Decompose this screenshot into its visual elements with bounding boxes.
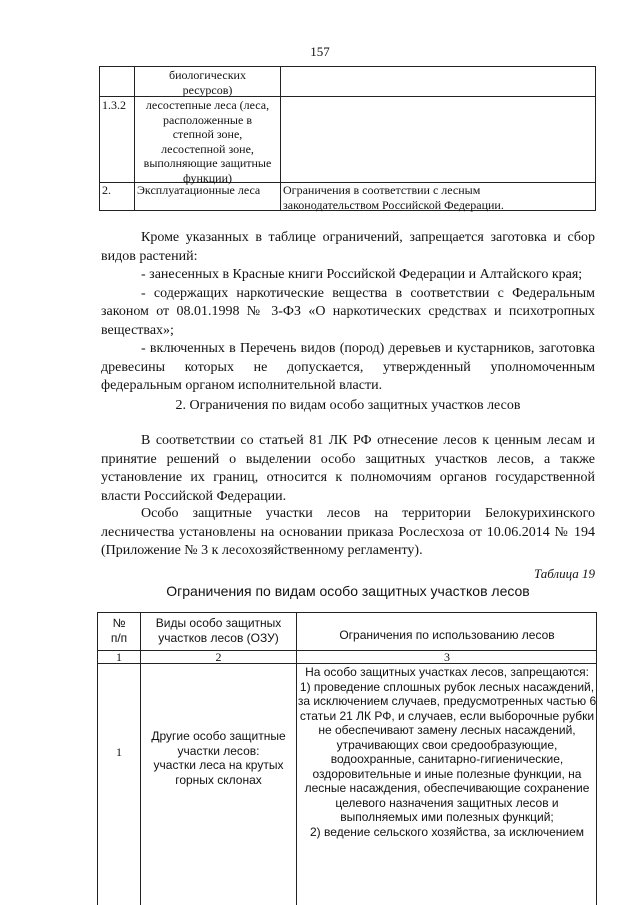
text-line: степной зоне, [172,127,243,141]
text-line: - содержащих наркотические вещества в соответствии с Федеральным [141,285,595,301]
text-line: Особо защитные участки лесов на территории Белокурихинского [141,506,595,521]
text-line: лесные насаждения, обеспечивающие сохранение [304,781,590,795]
top-table-row-a-text [135,68,280,97]
text-line: лесостепной зоне, [161,141,254,156]
text-line: древесины которых не допускается, утвержденный уполномоченным [101,359,595,375]
header-num [98,616,140,645]
text-line: видов растений: [101,248,198,264]
text-line: Ограничения в соответствии с лесным [283,183,481,197]
text-line: не обеспечивают замену лесных насаждений, [318,723,576,737]
text-line: лесостепные леса (леса, [145,98,270,112]
text-line: - занесенных в Красные книги Российской Федерации и Алтайского края; [141,267,583,282]
text-line: выполняемых ими полезных функций; [340,810,554,824]
row-restrictions [297,665,597,839]
text-line: принятие решений о выделении особо защитных участков лесов, а также [101,451,595,467]
text-line: веществах»; [101,322,174,338]
header-line: п/п [110,630,128,645]
text-line: функции) [183,170,232,185]
text-line: оздоровительные и иные полезные функции, на [312,766,582,781]
text-line: В соответствии со статьей 81 ЛК РФ отнесение лесов к ценным лесам и [141,433,595,448]
text-line: утрачивающих свои средообразующие, [336,737,558,752]
text-line: 2) ведение сельского хозяйства, за исключением [309,824,585,839]
page-number: 157 [310,44,330,59]
col-number-2: 2 [215,650,222,664]
text-line: участки леса на крутых [153,758,284,772]
text-line: расположенные в [163,112,252,127]
text-line: законодательством Российской Федерации. [283,197,504,212]
text-line: Кроме указанных в таблице ограничений, запрещается заготовка и сбор [141,230,595,245]
paragraph-article-81 [101,432,595,506]
text-line: за исключением случаев, предусмотренных частью 6 [297,694,597,708]
table-label: Таблица 19 [533,566,595,581]
top-table [99,66,596,211]
top-table-divider-2 [280,67,281,210]
text-line: выполняющие защитные [143,156,272,170]
section-heading: 2. Ограничения по видам особо защитных участков лесов [175,398,521,413]
text-line: лесничества установлены на основании приказа Рослесхоза от 10.06.2014 № 194 [101,524,595,540]
text-line: (Приложение № 3 к лесохозяйственному регламенту). [101,543,423,558]
header-line: участков лесов (ОЗУ) [158,630,279,645]
top-table-row-c-num: 2. [102,183,111,197]
text-line: биологических [169,68,246,82]
text-line: федеральным органом исполнительной власти. [101,378,383,393]
text-line: водоохранные, санитарно-гигиенические, [330,752,564,766]
header-restrictions: Ограничения по использованию лесов [339,628,555,642]
text-line: статьи 21 ЛК РФ, и случаев, если выборочные рубки [299,708,595,723]
text-line: участки лесов: [177,743,260,758]
text-line: - включенных в Перечень видов (пород) деревьев и кустарников, заготовка [141,341,595,356]
top-table-row-c-restriction [283,183,504,212]
top-table-row-c-text: Эксплуатационные леса [137,183,261,197]
header-line: № [112,616,126,630]
text-line: Другие особо защитные [151,729,286,743]
top-table-row-b-text [135,98,280,185]
text-line: установление их границ, относится к полномочиям органов государственной [101,470,595,485]
paragraph-belokurikha [101,505,595,561]
col-number-3: 3 [444,650,450,664]
ozu-restrictions-table [97,612,597,905]
col-number-1: 1 [116,650,122,664]
paragraph-restrictions [101,229,595,396]
row-num: 1 [116,745,122,759]
text-line: законом от 08.01.1998 № 3-ФЗ «О наркотических средствах и психотропных [101,304,595,319]
row-ozu-type [141,729,296,787]
text-line: горных склонах [175,772,262,787]
text-line: 1) проведение сплошных рубок лесных насаждений, [299,679,595,694]
header-ozu-type [141,616,296,645]
text-line: На особо защитных участках лесов, запрещаются: [305,665,589,679]
header-line: Виды особо защитных [155,616,282,630]
top-table-row-b-num: 1.3.2 [102,98,126,112]
table-title: Ограничения по видам особо защитных участков лесов [166,583,530,599]
text-line: ресурсов) [182,82,233,97]
text-line: целевого назначения защитных лесов и [335,795,559,810]
text-line: власти Российской Федерации. [101,488,287,504]
